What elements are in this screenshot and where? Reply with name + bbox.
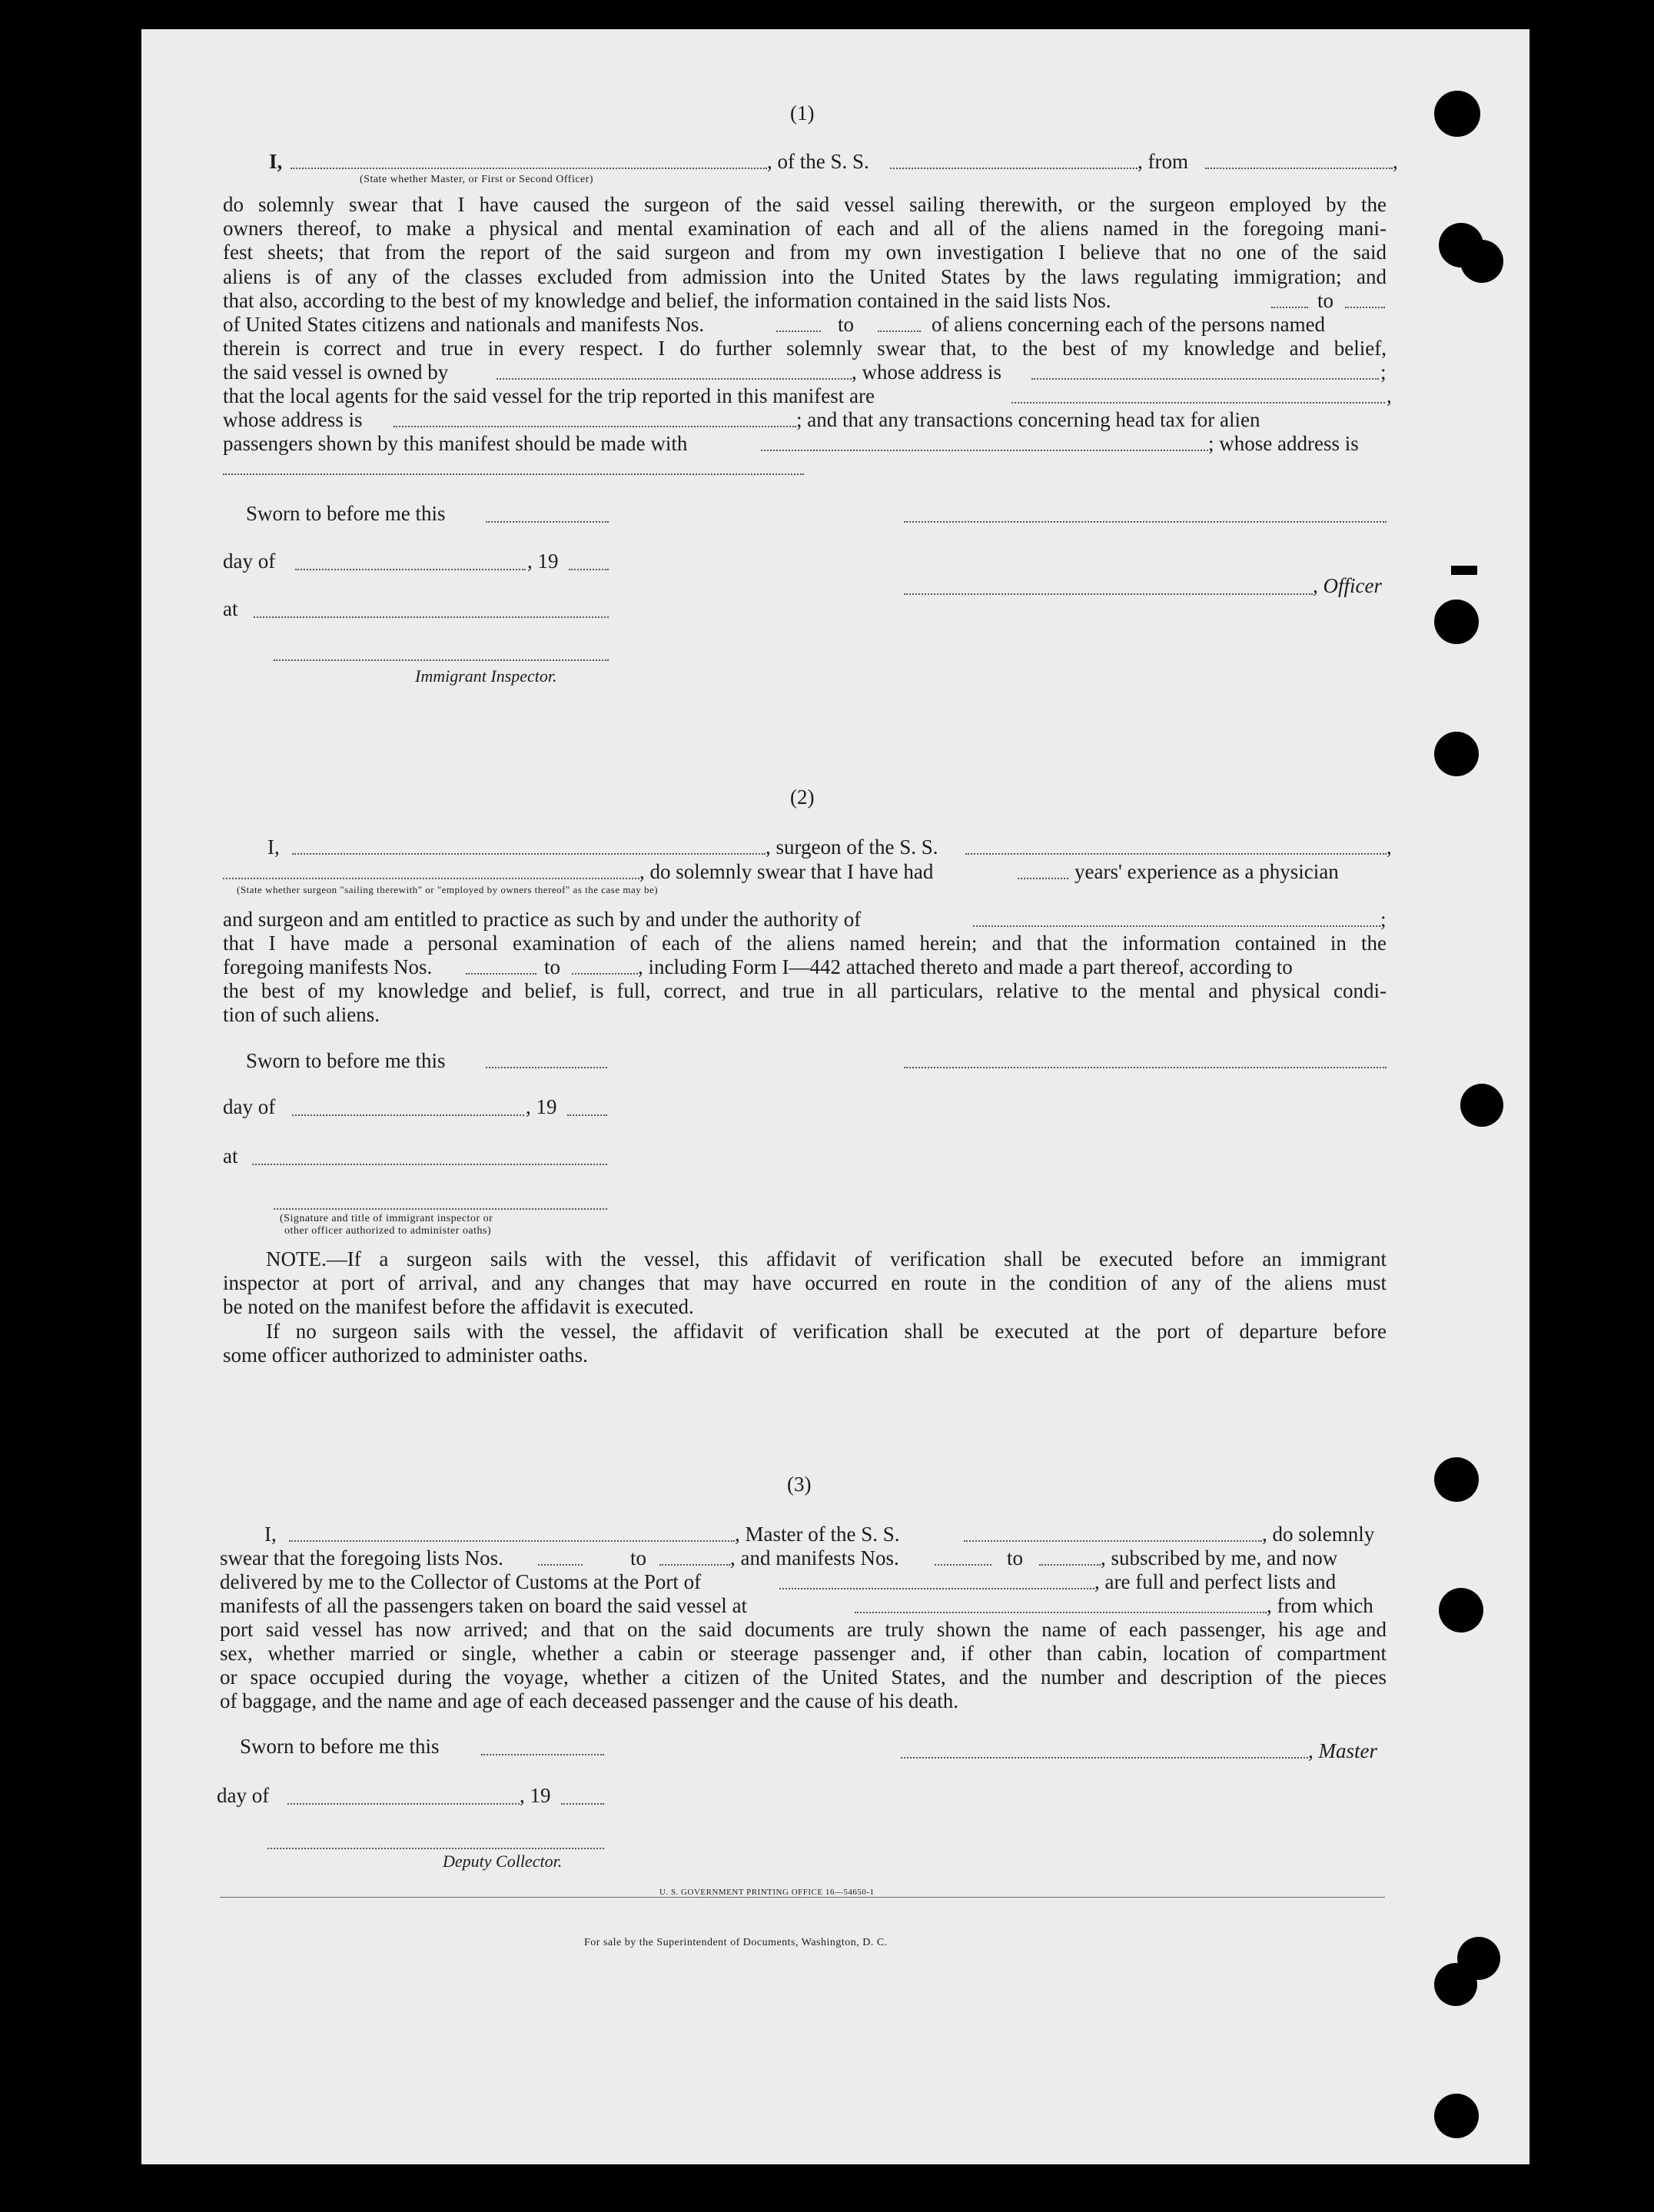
- port-blank: [779, 1588, 1094, 1589]
- master-of-label: , Master of the S. S.: [735, 1523, 900, 1546]
- surgeon-of-label: , surgeon of the S. S.: [766, 835, 938, 859]
- section-number: (3): [787, 1473, 812, 1496]
- surgeon-type-blank: [223, 878, 639, 879]
- oath-line: therein is correct and true in every respect. I do further solemnly swear that, to the best of my knowledge and belief,: [223, 337, 1387, 360]
- oath-line: that also, according to the best of my knowledge and belief, the information contained in the said lists Nos.: [223, 289, 1111, 312]
- lists-to-blank: [1345, 307, 1385, 308]
- affiant-label: I,: [269, 150, 283, 173]
- oath-line: that the local agents for the said vessel for the trip reported in this manifest are: [223, 384, 875, 407]
- oath-line: owners thereof, to make a physical and mental examination of each and all of the aliens named in the foregoing mani-: [223, 217, 1387, 240]
- master-signature-blank: [904, 521, 1387, 523]
- year-blank: [567, 1114, 607, 1116]
- punch-hole: [1434, 1963, 1477, 2006]
- oath-fragment: , and manifests Nos.: [730, 1546, 899, 1569]
- oath-fragment: , are full and perfect lists and: [1094, 1570, 1337, 1593]
- oath-line: tion of such aliens.: [223, 1003, 380, 1026]
- punch-hole: [1434, 732, 1479, 776]
- surgeon-signature-blank: [904, 1067, 1387, 1068]
- to-label: to: [1317, 289, 1334, 312]
- owner-blank: [497, 378, 852, 380]
- do-solemnly-label: , do solemnly: [1262, 1523, 1375, 1546]
- note-line: NOTE.—If a surgeon sails with the vessel, this affidavit of verification shall be executed before an immigrant: [266, 1247, 1387, 1270]
- oath-fragment: , subscribed by me, and now: [1101, 1546, 1338, 1569]
- note-line: some officer authorized to administer oaths.: [223, 1343, 588, 1367]
- sworn-day-blank: [481, 1754, 604, 1755]
- comma: ,: [1393, 150, 1398, 173]
- head-tax-agent-blank: [761, 450, 1208, 451]
- head-tax-address-blank: [223, 473, 804, 475]
- punch-hole: [1434, 91, 1480, 137]
- day-of-label: day of: [223, 550, 276, 573]
- at-label: at: [223, 1144, 238, 1167]
- oath-fragment: ; and that any transactions concerning head tax for alien: [796, 408, 1260, 431]
- place-blank: [252, 1164, 607, 1165]
- master-title-label: , Master: [1308, 1739, 1377, 1762]
- oath-fragment: , from which: [1267, 1594, 1373, 1617]
- oath-line: passengers shown by this manifest should be made with: [223, 432, 688, 455]
- sworn-label: Sworn to before me this: [246, 502, 446, 525]
- sworn-day-blank: [486, 1067, 607, 1068]
- affiant-blank: [291, 168, 767, 169]
- swear-label: , do solemnly swear that I have had: [639, 860, 934, 883]
- note-line: be noted on the manifest before the affidavit is executed.: [223, 1295, 694, 1318]
- officer-label: , Officer: [1313, 574, 1382, 597]
- to-label: to: [544, 955, 561, 978]
- years-label: years' experience as a physician: [1074, 860, 1339, 883]
- at-label: at: [223, 597, 238, 620]
- manifests-from-blank: [776, 330, 821, 332]
- punch-hole: [1460, 240, 1503, 283]
- note-line: If no surgeon sails with the vessel, the affidavit of verification shall be executed at the port of departure before: [266, 1320, 1387, 1343]
- oath-line: aliens is of any of the classes excluded from admission into the United States by the laws regulating immigration; and: [223, 265, 1387, 288]
- oath-line: whose address is: [223, 408, 363, 431]
- year-label: , 19: [527, 550, 559, 573]
- oath-line: manifests of all the passengers taken on board the said vessel at: [220, 1594, 748, 1617]
- comma: ,: [1387, 384, 1392, 407]
- year-label: , 19: [520, 1784, 551, 1807]
- punch-hole: [1434, 599, 1479, 644]
- month-blank: [292, 1114, 524, 1116]
- oath-line: the best of my knowledge and belief, is full, correct, and true in all particulars, relative to the mental and physical condi-: [223, 979, 1387, 1002]
- agents-address-blank: [394, 426, 796, 427]
- semicolon: ;: [1380, 908, 1387, 931]
- departure-port-blank: [1205, 168, 1393, 169]
- month-blank: [287, 1803, 520, 1805]
- oath-fragment: of aliens concerning each of the persons named: [932, 313, 1326, 336]
- semicolon: ;: [1380, 360, 1387, 384]
- manifests-to-blank: [572, 973, 638, 975]
- of-ss-label: , of the S. S.: [767, 150, 869, 173]
- punch-hole: [1439, 1588, 1483, 1632]
- manifests-to-blank: [1039, 1564, 1101, 1566]
- printing-office-imprint: U. S. GOVERNMENT PRINTING OFFICE 16—54650-1: [659, 1888, 875, 1897]
- oath-line: the said vessel is owned by: [223, 360, 449, 384]
- inspector-label: Immigrant Inspector.: [415, 666, 557, 686]
- note-line: inspector at port of arrival, and any changes that may have occurred en route in the condition of any of the aliens must: [223, 1271, 1387, 1294]
- master-signature-blank: [901, 1757, 1308, 1759]
- boarding-port-blank: [855, 1612, 1267, 1613]
- sworn-label: Sworn to before me this: [240, 1735, 440, 1758]
- oath-line: of United States citizens and nationals and manifests Nos.: [223, 313, 705, 336]
- manifests-from-blank: [935, 1564, 991, 1566]
- surgeon-label: I,: [267, 835, 280, 859]
- head-note: (State whether Master, or First or Second Officer): [360, 174, 594, 185]
- to-label: to: [838, 313, 855, 336]
- punch-hole: [1460, 1084, 1503, 1127]
- owner-address-blank: [1031, 378, 1379, 380]
- punch-mark: [1451, 566, 1477, 575]
- master-name-blank: [289, 1540, 735, 1542]
- comma: ,: [1387, 835, 1392, 859]
- lists-from-blank: [1271, 307, 1308, 308]
- oath-line: swear that the foregoing lists Nos.: [220, 1546, 503, 1569]
- ship-name-blank: [965, 853, 1387, 855]
- to-label: to: [630, 1546, 647, 1569]
- lists-to-blank: [659, 1564, 730, 1566]
- to-label: to: [1007, 1546, 1024, 1569]
- authority-blank: [973, 925, 1380, 927]
- master-label: I,: [264, 1523, 277, 1546]
- official-signature-blank: [274, 1208, 607, 1210]
- manifests-to-blank: [878, 330, 921, 332]
- ship-name-blank: [890, 168, 1138, 169]
- sale-notice: For sale by the Superintendent of Documents, Washington, D. C.: [584, 1937, 888, 1948]
- oath-fragment: ; whose address is: [1208, 432, 1359, 455]
- punch-hole: [1434, 2094, 1479, 2138]
- oath-line: of baggage, and the name and age of each deceased passenger and the cause of his death.: [220, 1689, 959, 1712]
- year-label: , 19: [526, 1095, 557, 1118]
- oath-fragment: , including Form I—442 attached thereto and made a part thereof, according to: [638, 955, 1293, 978]
- collector-label: Deputy Collector.: [443, 1852, 563, 1871]
- from-label: , from: [1138, 150, 1188, 173]
- oath-line: sex, whether married or single, whether a cabin or steerage passenger and, if other than cabin, location of compartment: [220, 1642, 1387, 1665]
- oath-line: foregoing manifests Nos.: [223, 955, 433, 978]
- oath-line: delivered by me to the Collector of Customs at the Port of: [220, 1570, 702, 1593]
- years-blank: [1018, 878, 1068, 879]
- oath-line: that I have made a personal examination of each of the aliens named herein; and that the information contained in the: [223, 932, 1387, 955]
- sworn-day-blank: [486, 521, 609, 523]
- oath-line: fest sheets; that from the report of the said surgeon and from my own investigation I believe that no one of the said: [223, 241, 1387, 264]
- day-of-label: day of: [223, 1095, 276, 1118]
- oath-line: and surgeon and am entitled to practice as such by and under the authority of: [223, 908, 862, 931]
- manifests-from-blank: [466, 973, 536, 975]
- agents-blank: [1011, 402, 1385, 404]
- sworn-label: Sworn to before me this: [246, 1049, 446, 1072]
- inspector-signature-blank: [274, 659, 609, 661]
- year-blank: [561, 1803, 604, 1805]
- section-number: (1): [790, 101, 815, 125]
- punch-hole: [1434, 1457, 1479, 1502]
- year-blank: [569, 569, 609, 570]
- signature-note: other officer authorized to administer oaths): [284, 1225, 492, 1237]
- section-number: (2): [790, 785, 815, 809]
- ship-name-blank: [964, 1540, 1262, 1542]
- whose-address-label: , whose address is: [852, 360, 1001, 384]
- officer-signature-blank: [904, 593, 1313, 595]
- oath-line: port said vessel has now arrived; and that on the said documents are truly shown the name of each passenger, his age and: [220, 1618, 1387, 1641]
- oath-line: do solemnly swear that I have caused the surgeon of the said vessel sailing therewith, or the surgeon employed by the: [223, 193, 1387, 216]
- signature-note: (Signature and title of immigrant inspector or: [280, 1213, 493, 1224]
- oath-line: or space occupied during the voyage, whether a citizen of the United States, and the number and description of the pieces: [220, 1666, 1387, 1689]
- head-note: (State whether surgeon "sailing therewith" or "employed by owners thereof" as the case may be): [237, 884, 659, 895]
- place-blank: [254, 616, 609, 618]
- month-blank: [295, 569, 526, 570]
- lists-from-blank: [538, 1564, 583, 1566]
- footer-rule: [220, 1897, 1385, 1898]
- surgeon-name-blank: [292, 853, 766, 855]
- day-of-label: day of: [217, 1784, 270, 1807]
